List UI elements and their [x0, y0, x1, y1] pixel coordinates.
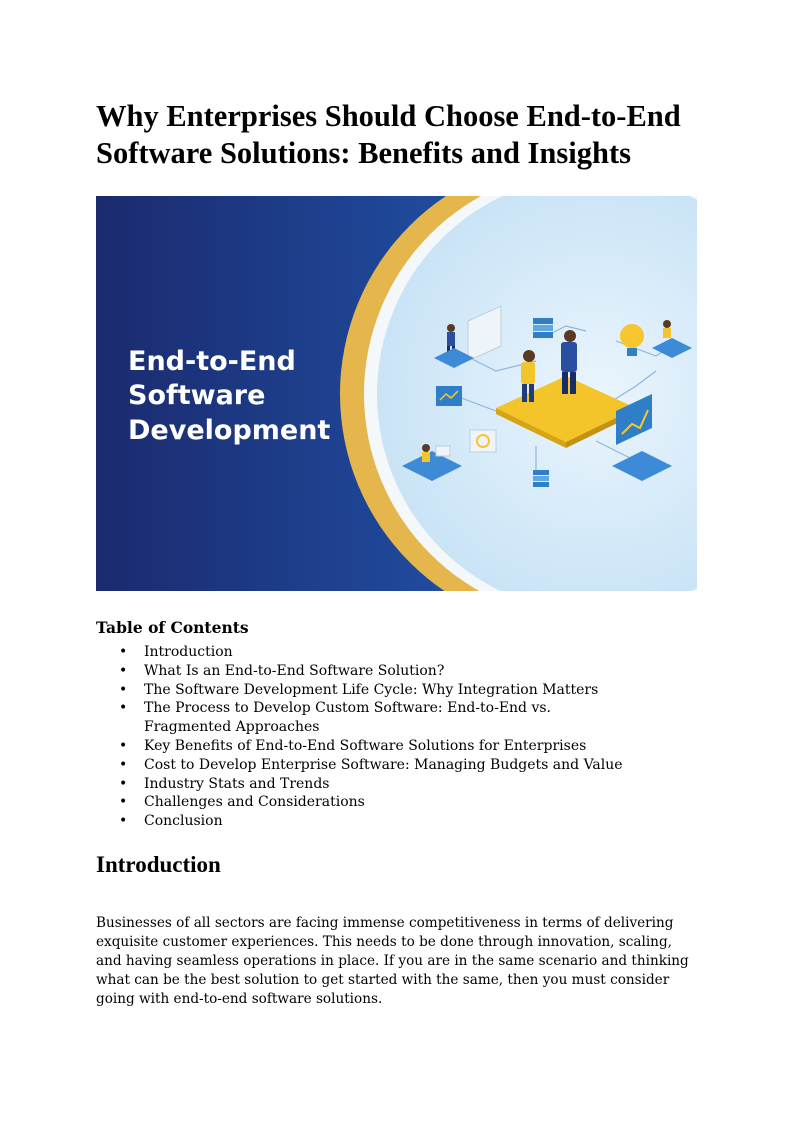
toc-list — [96, 643, 636, 831]
hero-banner-image — [96, 196, 697, 591]
bullet-icon: • — [119, 775, 128, 792]
server-stack-small-icon — [533, 470, 549, 487]
bullet-icon: • — [119, 813, 128, 830]
page-title: Why Enterprises Should Choose End-to-End Software Solutions: Benefits and Insights — [96, 99, 681, 170]
bullet-icon: • — [119, 737, 128, 754]
introduction-heading: Introduction — [96, 852, 221, 877]
toc-item-challenges[interactable]: • Challenges and Considerations — [119, 794, 365, 811]
bullet-icon: • — [119, 644, 128, 660]
server-stack-icon — [533, 318, 553, 338]
toc-item-key-benefits[interactable]: • Key Benefits of End-to-End Software Solutions for Enterprises — [119, 737, 587, 754]
bullet-icon: • — [119, 700, 128, 717]
bullet-icon: • — [119, 662, 128, 679]
person-far-right-icon — [663, 320, 671, 338]
toc-item-stats[interactable]: • Industry Stats and Trends — [119, 775, 330, 792]
bullet-icon: • — [119, 794, 128, 811]
introduction-paragraph: Businesses of all sectors are facing immense competitiveness in terms of delivering exquisite customer experiences. This needs to be done through innovation, scaling, and having seamless operations in place. If you are in the same scenario and thinking what can be the best solution to get started with the same, then you must consider going with end-to-end software solutions. — [96, 915, 689, 1007]
hero-title-line2: Software — [128, 380, 266, 411]
hero-title-line3: Development — [128, 415, 331, 446]
toc-item-introduction[interactable]: • Introduction — [119, 644, 233, 660]
toc-item-what-is[interactable]: • What Is an End-to-End Software Solution? — [119, 662, 445, 679]
bullet-icon: • — [119, 756, 128, 773]
toc-item-cost[interactable]: • Cost to Develop Enterprise Software: Managing Budgets and Value — [119, 756, 623, 773]
toc-heading: Table of Contents — [96, 618, 249, 637]
toc-item-sdlc[interactable]: • The Software Development Life Cycle: Why Integration Matters — [119, 681, 599, 698]
bullet-icon: • — [119, 681, 128, 698]
small-screen-center — [470, 430, 496, 452]
hero-title-line1: End-to-End — [128, 346, 296, 377]
toc-item-process[interactable]: • The Process to Develop Custom Software: End-to-End vs. Fragmented Approaches — [119, 700, 552, 736]
toc-item-conclusion[interactable]: • Conclusion — [119, 813, 223, 830]
